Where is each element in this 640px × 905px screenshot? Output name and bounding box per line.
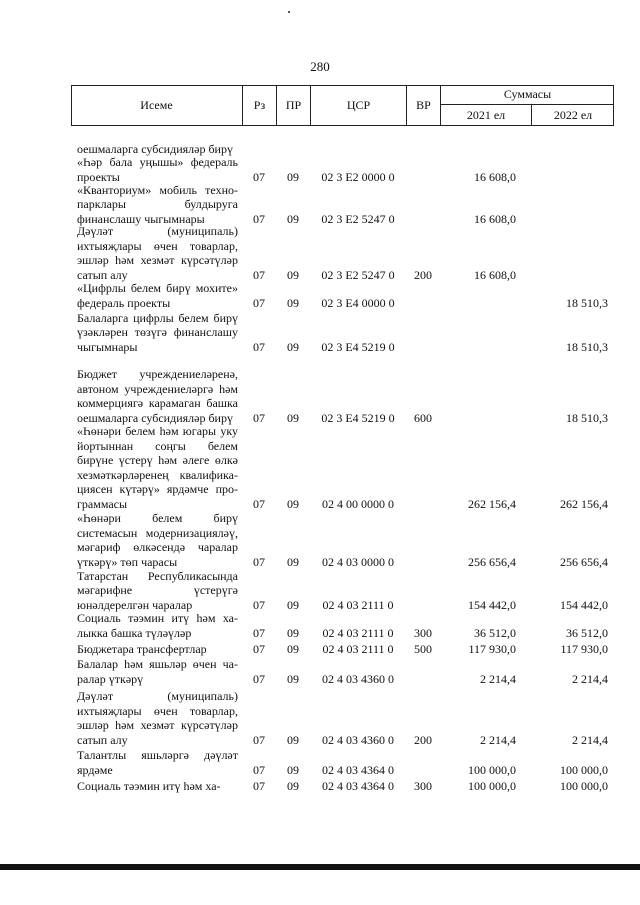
row-amount-2021: 16 608,0 (474, 169, 516, 184)
row-csr: 02 4 03 4364 0 (322, 762, 394, 777)
row-name: Талантлы яшьләргә дәүләт ярдәме (77, 748, 238, 777)
row-vr: 200 (414, 267, 432, 282)
row-pr: 09 (287, 496, 299, 511)
row-pr: 09 (287, 339, 299, 354)
row-csr: 02 4 03 2111 0 (322, 641, 394, 656)
row-amount-2021: 2 214,4 (480, 671, 516, 686)
table-row (0, 569, 640, 612)
row-csr: 02 3 E4 5219 0 (321, 339, 395, 354)
table-row (0, 511, 640, 569)
scan-edge-bar (0, 864, 640, 870)
row-name: Дәүләт (муниципаль) ихтыяҗлары өчен товарлар, эшләр һәм хезмәт күрсәтүләр сатып алу (77, 689, 238, 747)
table-row (0, 425, 640, 511)
row-rz: 07 (253, 267, 265, 282)
row-amount-2021: 262 156,4 (468, 496, 516, 511)
table-row (0, 226, 640, 282)
row-amount-2022: 18 510,3 (566, 295, 608, 310)
row-rz: 07 (253, 671, 265, 686)
row-pr: 09 (287, 641, 299, 656)
table-row (0, 354, 640, 425)
table-row (0, 612, 640, 640)
row-csr: 02 4 03 0000 0 (322, 554, 394, 569)
row-pr: 09 (287, 267, 299, 282)
row-vr: 500 (414, 641, 432, 656)
row-name: «Һөнәри белем бирү системасын модернизацияләү, мәгариф өлкәсендә чаралар үткәрү» төп чарасы (77, 511, 238, 569)
row-name: «Кванториум» мобиль техно-парклары булдыруга финанслашу чыгымнары (77, 182, 238, 226)
row-csr: 02 3 E4 0000 0 (321, 295, 395, 310)
row-rz: 07 (253, 641, 265, 656)
row-pr: 09 (287, 410, 299, 425)
row-pr: 09 (287, 597, 299, 612)
row-csr: 02 4 03 4364 0 (322, 778, 394, 793)
row-amount-2022: 154 442,0 (560, 597, 608, 612)
row-amount-2022: 2 214,4 (572, 732, 608, 747)
row-amount-2022: 100 000,0 (560, 778, 608, 793)
row-amount-2021: 117 930,0 (468, 641, 516, 656)
row-amount-2022: 117 930,0 (560, 641, 608, 656)
row-rz: 07 (253, 625, 265, 640)
header-2021: 2021 ел (440, 104, 531, 126)
header-sums: Суммасы (440, 85, 614, 104)
row-csr: 02 4 03 2111 0 (322, 597, 394, 612)
row-name: «Һөнәри белем һәм югары уку йортыннан соңгы белем бирүне үстерү һәм әлеге өлкә хезмәткәрләренең квалифика-циясен күтәрү» ярдәмче про-граммасы (77, 424, 238, 511)
row-pr: 09 (287, 625, 299, 640)
header-vr: ВР (406, 85, 440, 126)
row-vr: 200 (414, 732, 432, 747)
row-csr: 02 3 E2 0000 0 (321, 169, 395, 184)
row-name: Бюджетара трансфертлар (77, 641, 207, 656)
row-name: «Цифрлы белем бирү мохите» федераль проекты (77, 281, 238, 310)
row-name: Социаль тәэмин итү һәм ха-лыкка башка түләүләр (77, 611, 238, 640)
row-vr: 300 (414, 778, 432, 793)
row-pr: 09 (287, 211, 299, 226)
row-rz: 07 (253, 554, 265, 569)
row-rz: 07 (253, 295, 265, 310)
row-amount-2021: 36 512,0 (474, 625, 516, 640)
row-csr: 02 3 E2 5247 0 (321, 267, 395, 282)
page-number: 280 (310, 59, 330, 74)
row-pr: 09 (287, 554, 299, 569)
row-rz: 07 (253, 597, 265, 612)
row-vr: 300 (414, 625, 432, 640)
row-pr: 09 (287, 778, 299, 793)
row-csr: 02 3 E2 5247 0 (321, 211, 395, 226)
row-rz: 07 (253, 762, 265, 777)
table-row (0, 747, 640, 777)
header-pr: ПР (276, 85, 310, 126)
row-rz: 07 (253, 496, 265, 511)
row-rz: 07 (253, 410, 265, 425)
row-rz: 07 (253, 778, 265, 793)
row-pr: 09 (287, 169, 299, 184)
row-amount-2022: 36 512,0 (566, 625, 608, 640)
row-name: Бюджет учреждениеләренә, автоном учреждениеләргә һәм коммерциягә карамаган башка оешмаларга субсидияләр бирү (77, 367, 238, 425)
table-row (0, 184, 640, 226)
row-amount-2021: 100 000,0 (468, 762, 516, 777)
row-csr: 02 4 03 2111 0 (322, 625, 394, 640)
header-2022: 2022 ел (531, 104, 614, 126)
row-name: Балалар һәм яшьләр өчен ча-ралар үткәрү (77, 657, 238, 686)
row-amount-2022: 100 000,0 (560, 762, 608, 777)
row-amount-2021: 256 656,4 (468, 554, 516, 569)
row-amount-2021: 100 000,0 (468, 778, 516, 793)
row-name: Балаларга цифрлы белем бирү үзәкләрен төзүгә финанслашу чыгымнары (77, 310, 238, 354)
row-name: оешмаларга субсидияләр бирү (77, 141, 233, 156)
table-row (0, 686, 640, 747)
row-name: «Һәр бала уңышы» федераль проекты (77, 155, 238, 184)
row-amount-2022: 262 156,4 (560, 496, 608, 511)
table-row (0, 128, 640, 156)
scan-mark (288, 11, 290, 13)
table-row (0, 156, 640, 184)
row-amount-2021: 154 442,0 (468, 597, 516, 612)
row-csr: 02 4 00 0000 0 (322, 496, 394, 511)
row-amount-2021: 16 608,0 (474, 211, 516, 226)
row-amount-2022: 18 510,3 (566, 410, 608, 425)
table-row (0, 310, 640, 354)
row-csr: 02 4 03 4360 0 (322, 732, 394, 747)
header-rz: Рз (242, 85, 276, 126)
row-name: Социаль тәэмин итү һәм ха- (77, 778, 221, 793)
row-pr: 09 (287, 762, 299, 777)
row-rz: 07 (253, 339, 265, 354)
row-amount-2021: 16 608,0 (474, 267, 516, 282)
row-amount-2022: 18 510,3 (566, 339, 608, 354)
header-csr: ЦСР (310, 85, 406, 126)
row-pr: 09 (287, 671, 299, 686)
row-csr: 02 4 03 4360 0 (322, 671, 394, 686)
table-row (0, 777, 640, 793)
row-name: Татарстан Республикасында мәгарифне үстерүгә юнәлдерелгән чаралар (77, 568, 238, 612)
row-pr: 09 (287, 295, 299, 310)
row-rz: 07 (253, 211, 265, 226)
row-rz: 07 (253, 732, 265, 747)
row-amount-2022: 2 214,4 (572, 671, 608, 686)
table-row (0, 282, 640, 310)
table-row (0, 640, 640, 656)
table-row (0, 656, 640, 686)
row-vr: 600 (414, 410, 432, 425)
header-name: Исеме (140, 98, 173, 112)
row-csr: 02 3 E4 5219 0 (321, 410, 395, 425)
row-amount-2021: 2 214,4 (480, 732, 516, 747)
row-amount-2022: 256 656,4 (560, 554, 608, 569)
row-name: Дәүләт (муниципаль) ихтыяҗлары өчен товарлар, эшләр һәм хезмәт күрсәтүләр сатып алу (77, 224, 238, 282)
row-pr: 09 (287, 732, 299, 747)
row-rz: 07 (253, 169, 265, 184)
